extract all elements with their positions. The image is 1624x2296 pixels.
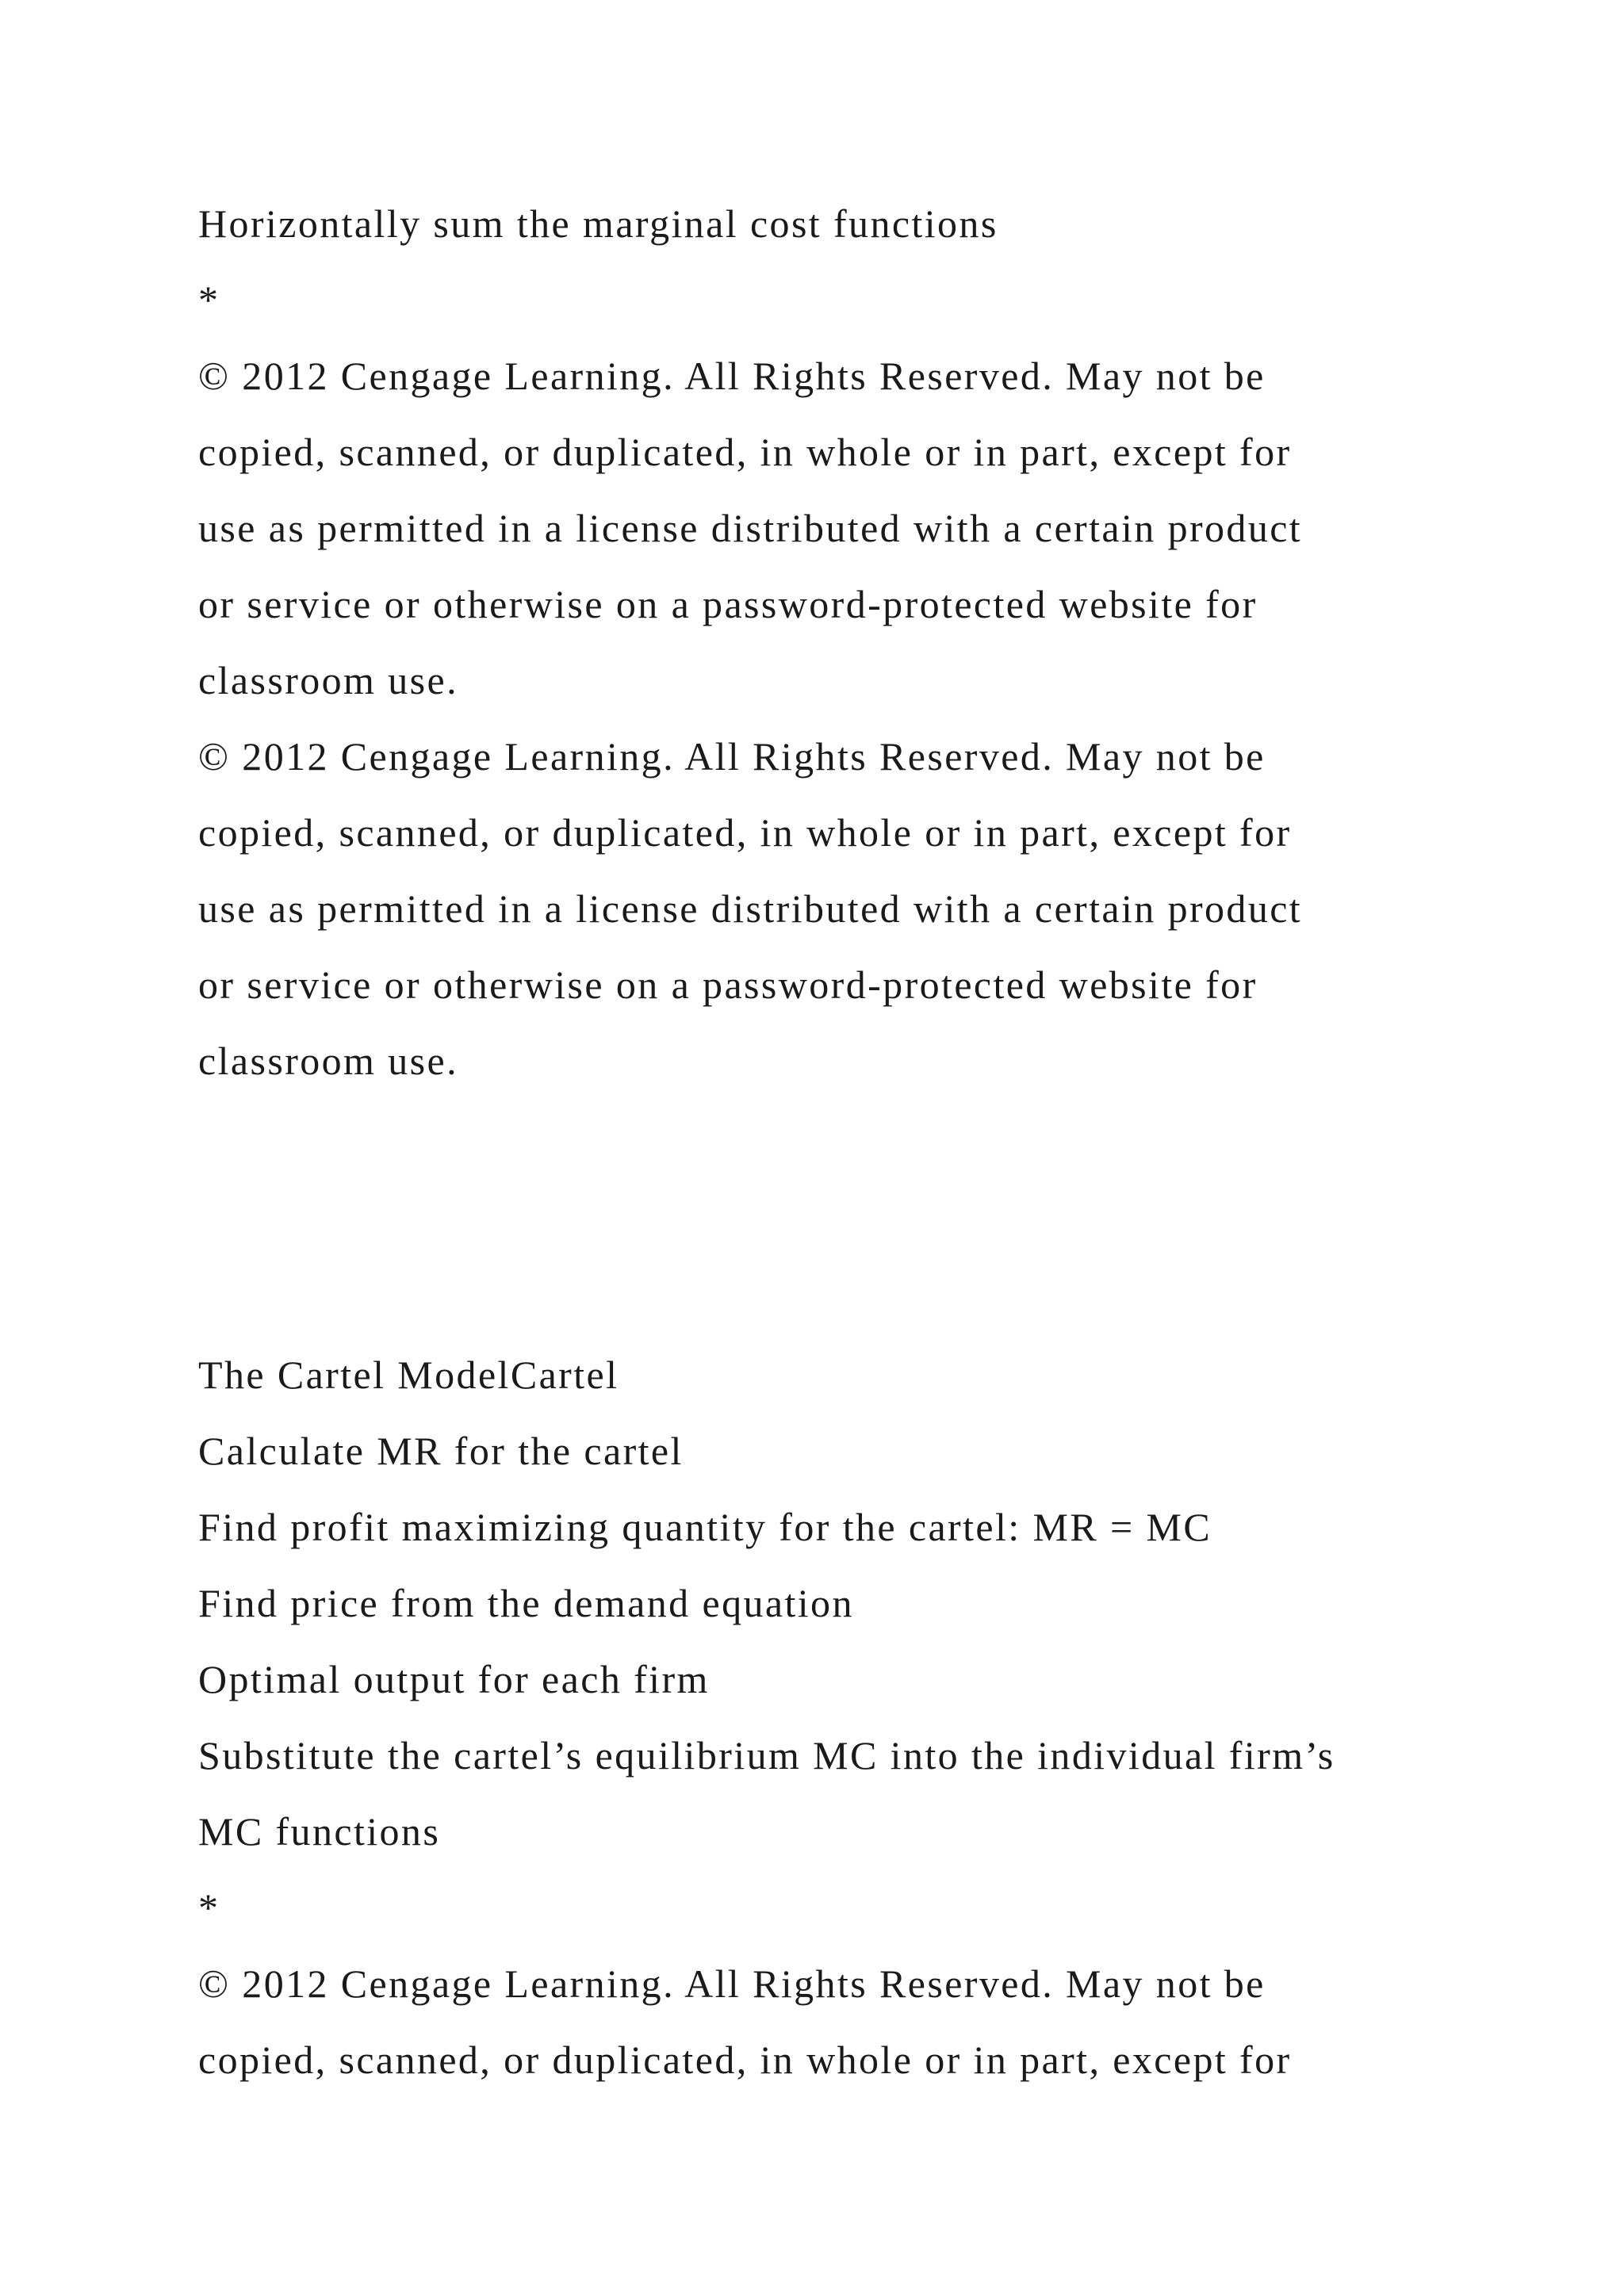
copyright-line: or service or otherwise on a password-protected website for [198, 962, 1258, 1007]
text-section-1 [198, 186, 1546, 1099]
copyright-line: use as permitted in a license distributed with a certain product [198, 886, 1303, 931]
copyright-line: © 2012 Cengage Learning. All Rights Reserved. May not be [198, 734, 1266, 779]
text-line: Find profit maximizing quantity for the cartel: MR = MC [198, 1505, 1212, 1549]
text-line: Optimal output for each firm [198, 1657, 710, 1701]
section-heading: The Cartel ModelCartel [198, 1353, 619, 1397]
text-line: MC functions [198, 1809, 441, 1854]
text-line: * [198, 277, 220, 322]
copyright-line: © 2012 Cengage Learning. All Rights Reserved. May not be [198, 354, 1266, 398]
text-line: Find price from the demand equation [198, 1581, 854, 1625]
copyright-line: classroom use. [198, 658, 458, 702]
copyright-line: copied, scanned, or duplicated, in whole or in part, except for [198, 430, 1292, 474]
copyright-line: or service or otherwise on a password-protected website for [198, 582, 1258, 626]
text-line: * [198, 1885, 220, 1930]
text-section-2 [198, 1337, 1546, 2098]
text-line: Calculate MR for the cartel [198, 1429, 684, 1473]
text-line: Substitute the cartel’s equilibrium MC into the individual firm’s [198, 1733, 1335, 1777]
copyright-line: © 2012 Cengage Learning. All Rights Reserved. May not be [198, 1961, 1266, 2006]
copyright-line: use as permitted in a license distributed with a certain product [198, 506, 1303, 550]
copyright-line: copied, scanned, or duplicated, in whole or in part, except for [198, 810, 1292, 855]
copyright-line: copied, scanned, or duplicated, in whole or in part, except for [198, 2038, 1292, 2082]
copyright-line: classroom use. [198, 1039, 458, 1083]
text-line: Horizontally sum the marginal cost functions [198, 201, 998, 246]
